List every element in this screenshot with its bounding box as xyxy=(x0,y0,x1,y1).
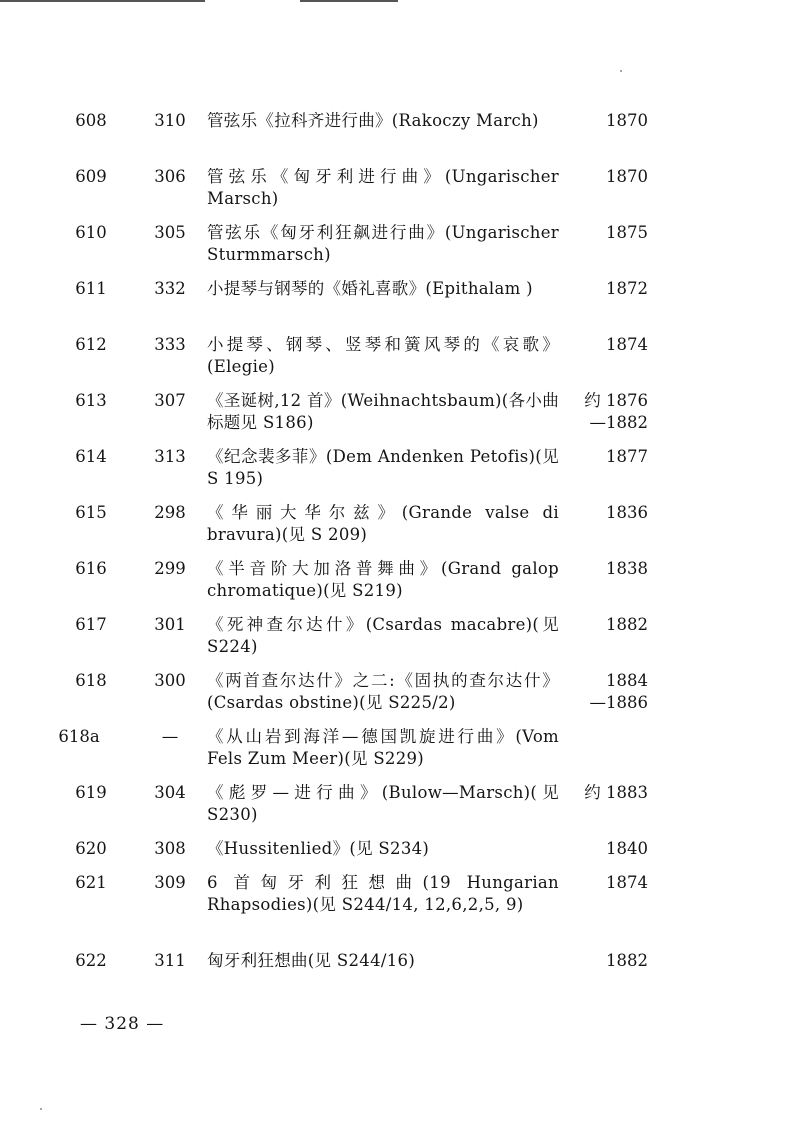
catalog-entry-620 xyxy=(0,838,800,860)
catalog-entry-622 xyxy=(0,950,800,972)
composition-year: 1872 xyxy=(606,279,648,298)
work-title: 《华丽大华尔兹》(Grande valse di bravura)(见 S 209) xyxy=(207,503,559,544)
catalog-entry-614 xyxy=(0,446,800,490)
catalog-entry-611 xyxy=(0,278,800,322)
scan-speck xyxy=(620,70,622,72)
composition-year: 约 1876 —1882 xyxy=(584,391,648,432)
raabe-number: 299 xyxy=(154,559,186,578)
raabe-number: 313 xyxy=(154,447,186,466)
entry-number: 618a xyxy=(58,727,100,746)
entry-number: 616 xyxy=(75,559,107,578)
catalog-entry-613 xyxy=(0,390,800,434)
work-title: 《圣诞树,12 首》(Weihnachtsbaum)(各小曲标题见 S186) xyxy=(207,391,559,432)
composition-year: 1882 xyxy=(606,615,648,634)
entry-number: 618 xyxy=(75,671,107,690)
scan-speck xyxy=(40,1108,42,1110)
work-title: 《两首查尔达什》之二:《固执的查尔达什》(Csardas obstine)(见 S225/2) xyxy=(207,671,559,712)
catalog-entry-616 xyxy=(0,558,800,602)
composition-year: 1838 xyxy=(606,559,648,578)
top-rule-right xyxy=(300,0,398,2)
raabe-number: 310 xyxy=(154,111,186,130)
entry-number: 608 xyxy=(75,111,107,130)
entry-number: 614 xyxy=(75,447,107,466)
entry-number: 609 xyxy=(75,167,107,186)
work-title: 《Hussitenlied》(见 S234) xyxy=(207,839,430,858)
composition-year: 1836 xyxy=(606,503,648,522)
composition-year: 1877 xyxy=(606,447,648,466)
top-rule-left xyxy=(0,0,205,2)
catalog-entry-609 xyxy=(0,166,800,210)
entry-number: 610 xyxy=(75,223,107,242)
raabe-number: — xyxy=(161,727,179,746)
raabe-number: 298 xyxy=(154,503,186,522)
composition-year: 约 1883 xyxy=(584,783,648,802)
raabe-number: 305 xyxy=(154,223,186,242)
catalog-entry-619 xyxy=(0,782,800,826)
page-number: — 328 — xyxy=(80,1014,165,1034)
composition-year: 1870 xyxy=(606,167,648,186)
work-title: 小提琴、钢琴、竖琴和簧风琴的《哀歌》(Elegie) xyxy=(207,335,559,376)
raabe-number: 311 xyxy=(154,951,186,970)
composition-year: 1840 xyxy=(606,839,648,858)
raabe-number: 309 xyxy=(154,873,186,892)
catalog-entry-621 xyxy=(0,872,800,938)
raabe-number: 301 xyxy=(154,615,186,634)
entry-number: 617 xyxy=(75,615,107,634)
catalog-entry-612 xyxy=(0,334,800,378)
entry-number: 621 xyxy=(75,873,107,892)
raabe-number: 306 xyxy=(154,167,186,186)
work-title: 匈牙利狂想曲(见 S244/16) xyxy=(207,951,416,970)
work-title: 《死神查尔达什》(Csardas macabre)(见 S224) xyxy=(207,615,559,656)
entry-number: 619 xyxy=(75,783,107,802)
raabe-number: 333 xyxy=(154,335,186,354)
composition-year: 1875 xyxy=(606,223,648,242)
composition-year: 1870 xyxy=(606,111,648,130)
composition-year: 1874 xyxy=(606,335,648,354)
catalog-entry-618 xyxy=(0,670,800,714)
work-title: 管弦乐《匈牙利进行曲》(Ungarischer Marsch) xyxy=(207,167,559,208)
work-title: 《从山岩到海洋—德国凯旋进行曲》(Vom Fels Zum Meer)(见 S229) xyxy=(207,727,559,768)
entry-number: 615 xyxy=(75,503,107,522)
raabe-number: 304 xyxy=(154,783,186,802)
entry-number: 611 xyxy=(75,279,107,298)
catalog-entry-615 xyxy=(0,502,800,546)
work-title: 6 首匈牙利狂想曲(19 Hungarian Rhapsodies)(见 S244/14, 12,6,2,5, 9) xyxy=(207,873,559,914)
raabe-number: 300 xyxy=(154,671,186,690)
work-title: 小提琴与钢琴的《婚礼喜歌》(Epithalam ) xyxy=(207,279,533,298)
entry-number: 620 xyxy=(75,839,107,858)
catalog-entry-617 xyxy=(0,614,800,658)
entry-number: 622 xyxy=(75,951,107,970)
raabe-number: 307 xyxy=(154,391,186,410)
work-title: 管弦乐《匈牙利狂飙进行曲》(Ungarischer Sturmmarsch) xyxy=(207,223,559,264)
entry-number: 612 xyxy=(75,335,107,354)
work-title: 《彪罗—进行曲》(Bulow—Marsch)(见 S230) xyxy=(207,783,559,824)
catalog-entry-610 xyxy=(0,222,800,266)
catalog-entry-608 xyxy=(0,110,800,154)
composition-year: 1882 xyxy=(606,951,648,970)
raabe-number: 308 xyxy=(154,839,186,858)
catalog-entry-618a xyxy=(0,726,800,770)
catalog-table xyxy=(0,110,800,984)
work-title: 管弦乐《拉科齐进行曲》(Rakoczy March) xyxy=(207,111,539,130)
work-title: 《半音阶大加洛普舞曲》(Grand galop chromatique)(见 S219) xyxy=(207,559,559,600)
entry-number: 613 xyxy=(75,391,107,410)
composition-year: 1884 —1886 xyxy=(589,671,648,712)
work-title: 《纪念裴多菲》(Dem Andenken Petofis)(见 S 195) xyxy=(207,447,559,488)
composition-year: 1874 xyxy=(606,873,648,892)
raabe-number: 332 xyxy=(154,279,186,298)
